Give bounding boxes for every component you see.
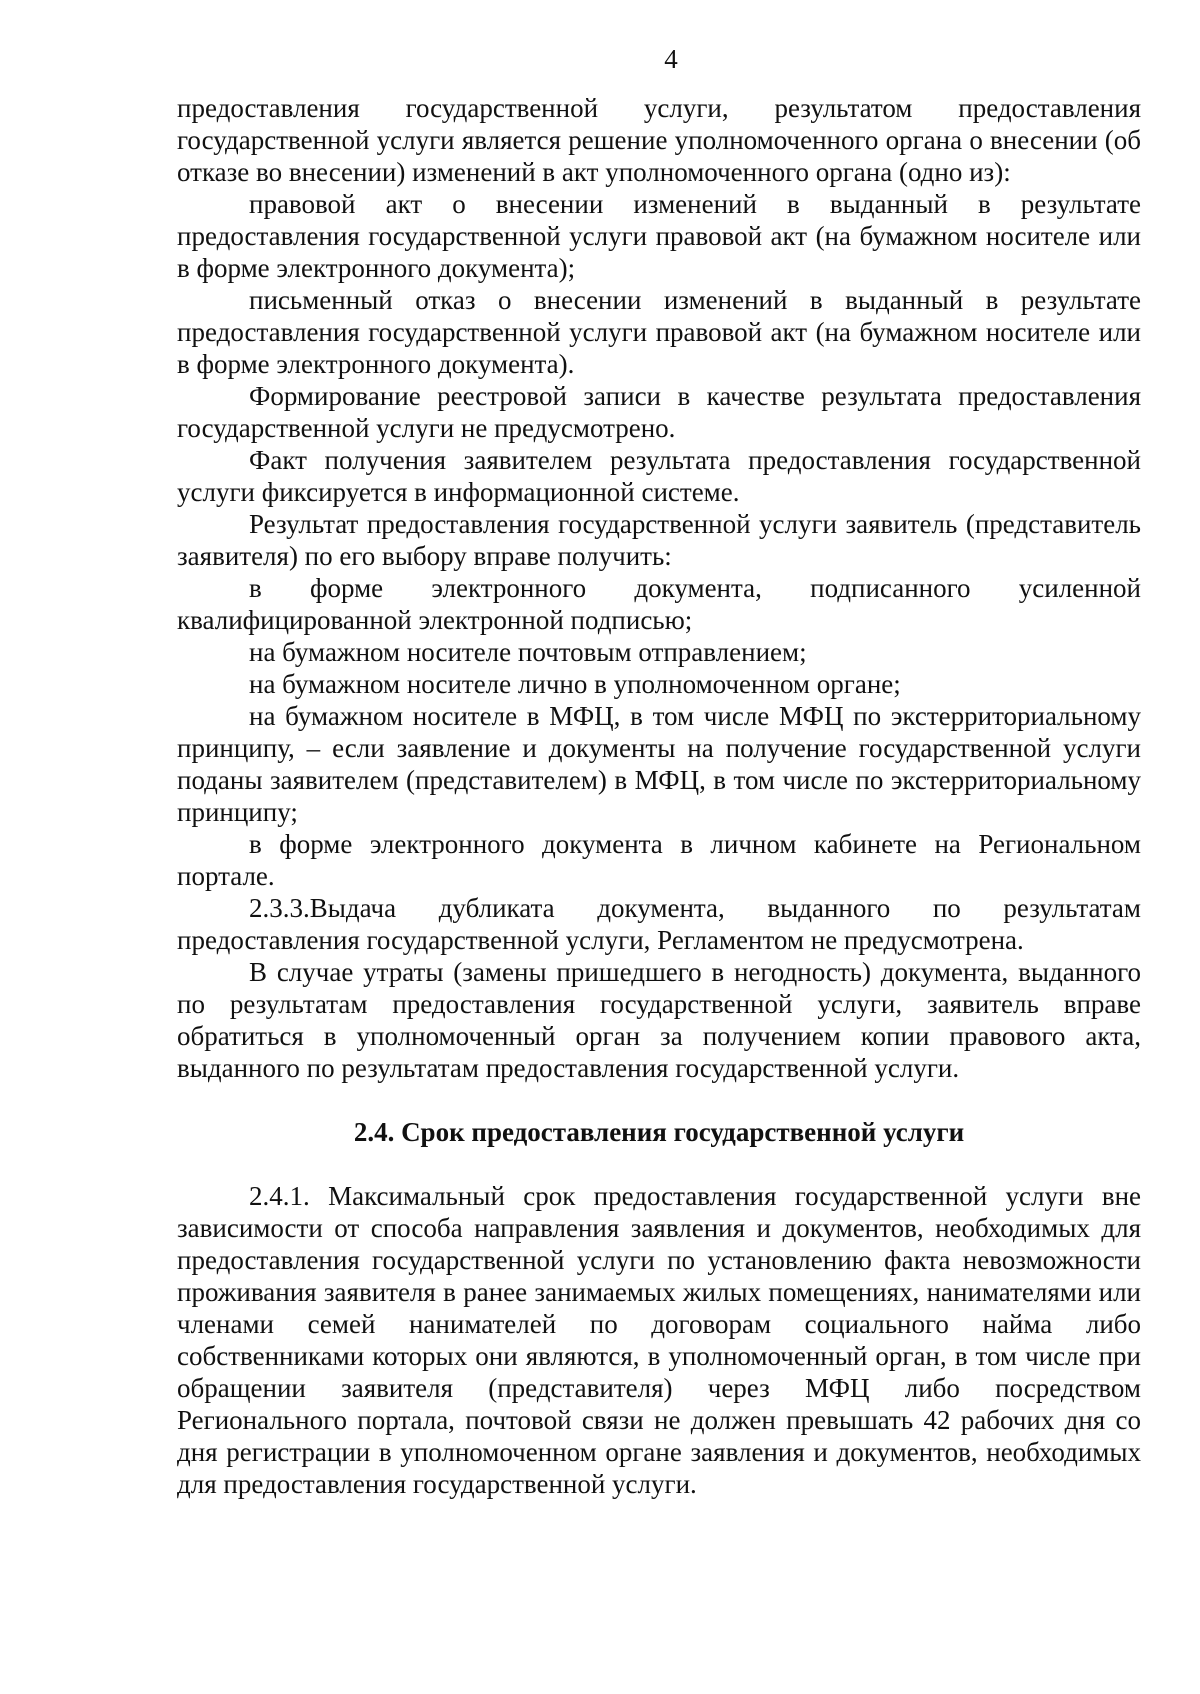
paragraph-option-electronic-signed: в форме электронного документа, подписанного усиленной квалифицированной электронной подписью;: [177, 573, 1141, 635]
paragraph-written-refusal: письменный отказ о внесении изменений в выданный в результате предоставления государственной услуги правовой акт (на бумажном носителе или в форме электронного документа).: [177, 285, 1141, 379]
paragraph-result-fixation: Факт получения заявителем результата предоставления государственной услуги фиксируется в информационной системе.: [177, 445, 1141, 507]
paragraph-registry-record: Формирование реестровой записи в качестве результата предоставления государственной услуги не предусмотрено.: [177, 381, 1141, 443]
paragraph-max-term: 2.4.1. Максимальный срок предоставления государственной услуги вне зависимости от способа направления заявления и документов, необходимых для предоставления государственной услуги по установлению факта невозможности проживания заявителя в ранее занимаемых жилых помещениях, нанимателями или членами семей нанимателей по договорам социального найма либо собственниками которых они являются, в уполномоченный орган, в том числе при обращении заявителя (представителя) через МФЦ либо посредством Регионального портала, почтовой связи не должен превышать 42 рабочих дня со дня регистрации в уполномоченном органе заявления и документов, необходимых для предоставления государственной услуги.: [177, 1181, 1141, 1499]
section-heading: 2.4. Срок предоставления государственной услуги: [353, 1117, 965, 1147]
page-number: 4: [664, 44, 678, 74]
paragraph-option-in-person: на бумажном носителе лично в уполномоченном органе;: [249, 669, 901, 699]
paragraph-option-postal: на бумажном носителе почтовым отправлением;: [249, 637, 807, 667]
paragraph-option-portal-cabinet: в форме электронного документа в личном кабинете на Региональном портале.: [177, 829, 1141, 891]
paragraph-duplicate-not-provided: 2.3.3.Выдача дубликата документа, выданного по результатам предоставления государственной услуги, Регламентом не предусмотрена.: [177, 893, 1141, 955]
paragraph-option-mfc: на бумажном носителе в МФЦ, в том числе МФЦ по экстерриториальному принципу, – если заявление и документы на получение государственной услуги поданы заявителем (представителем) в МФЦ, в том числе по экстерриториальному принципу;: [177, 701, 1141, 827]
document-body: [177, 92, 1141, 1500]
paragraph-loss-of-document: В случае утраты (замены пришедшего в негодность) документа, выданного по результатам предоставления государственной услуги, заявитель вправе обратиться в уполномоченный орган за получением копии правового акта, выданного по результатам предоставления государственной услуги.: [177, 957, 1141, 1083]
paragraph-result-options-intro: Результат предоставления государственной услуги заявитель (представитель заявителя) по его выбору вправе получить:: [177, 509, 1141, 571]
paragraph-continuation: предоставления государственной услуги, результатом предоставления государственной услуги является решение уполномоченного органа о внесении (об отказе во внесении) изменений в акт уполномоченного органа (одно из):: [177, 93, 1141, 187]
paragraph-legal-act-changes: правовой акт о внесении изменений в выданный в результате предоставления государственной услуги правовой акт (на бумажном носителе или в форме электронного документа);: [177, 189, 1141, 283]
